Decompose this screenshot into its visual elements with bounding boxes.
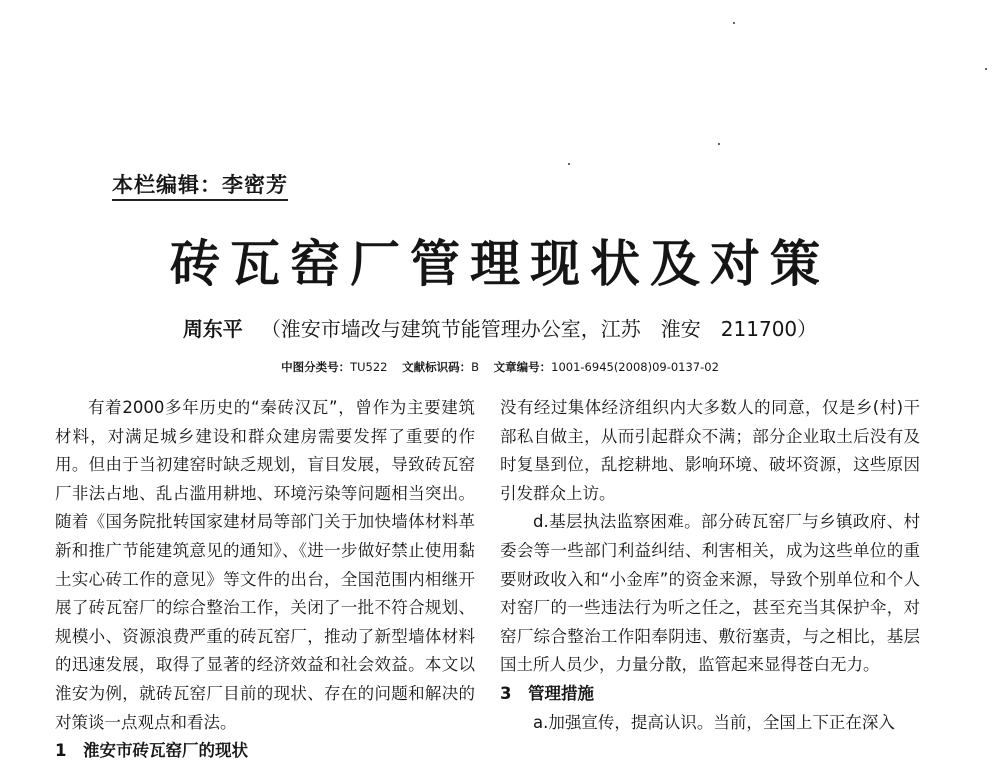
body-paragraph: a.加强宣传，提高认识。当前，全国上下正在深入: [533, 712, 895, 732]
article-title: 砖瓦窑厂管理现状及对策: [170, 235, 830, 293]
article-number: 1001-6945(2008)09-0137-02: [551, 360, 719, 374]
section-heading: 1 淮安市砖瓦窑厂的现状: [55, 741, 248, 761]
author-affiliation: （淮安市墙改与建筑节能管理办公室，江苏 淮安 211700）: [260, 317, 818, 341]
left-column: [55, 394, 475, 766]
right-column: [500, 394, 920, 737]
body-paragraph: 有着2000多年历史的“秦砖汉瓦”，曾作为主要建筑材料，对满足城乡建设和群众建房需要发挥了重要的作用。但由于当初建窑时缺乏规划，盲目发展，导致砖瓦窑厂非法占地、乱占滥用耕地、环境污染等问题相当突出。随着《国务院批转国家建材局等部门关于加快墙体材料革新和推广节能建筑意见的通知》、《进一步做好禁止使用黏土实心砖工作的意见》等文件的出台，全国范围内相继开展了砖瓦窑厂的综合整治工作，关闭了一批不符合规划、规模小、资源浪费严重的砖瓦窑厂，推动了新型墙体材料的迅速发展，取得了显著的经济效益和社会效益。本文以淮安为例，就砖瓦窑厂目前的现状、存在的问题和解决的对策谈一点观点和看法。: [55, 398, 475, 732]
scan-speck: [985, 68, 987, 70]
article-number-label: 文章编号：: [493, 360, 552, 374]
scan-speck: [718, 143, 720, 145]
classification-line: [0, 359, 1000, 375]
section-heading: 3 管理措施: [500, 683, 594, 703]
editor-line: 本栏编辑：李密芳: [112, 172, 288, 201]
scan-speck: [733, 22, 735, 24]
doc-code-label: 文献标识码：: [402, 360, 472, 374]
scan-speck: [568, 163, 570, 165]
clc-label: 中图分类号：: [281, 360, 351, 374]
clc-code: TU522: [350, 360, 388, 374]
doc-code: B: [471, 360, 480, 374]
author-name: 周东平: [182, 317, 243, 341]
body-paragraph-continued: 没有经过集体经济组织内大多数人的同意，仅是乡(村)干部私自做主，从而引起群众不满；部分企业取土后没有及时复垦到位，乱挖耕地、影响环境、破坏资源，这些原因引发群众上访。: [500, 398, 920, 503]
body-paragraph: d.基层执法监察困难。部分砖瓦窑厂与乡镇政府、村委会等一些部门利益纠结、利害相关，成为这些单位的重要财政收入和“小金库”的资金来源，导致个别单位和个人对窑厂的一些违法行为听之任之，甚至充当其保护伞，对窑厂综合整治工作阳奉阴违、敷衍塞责，与之相比，基层国土所人员少，力量分散，监管起来显得苍白无力。: [500, 512, 920, 675]
author-line: [0, 315, 1000, 343]
